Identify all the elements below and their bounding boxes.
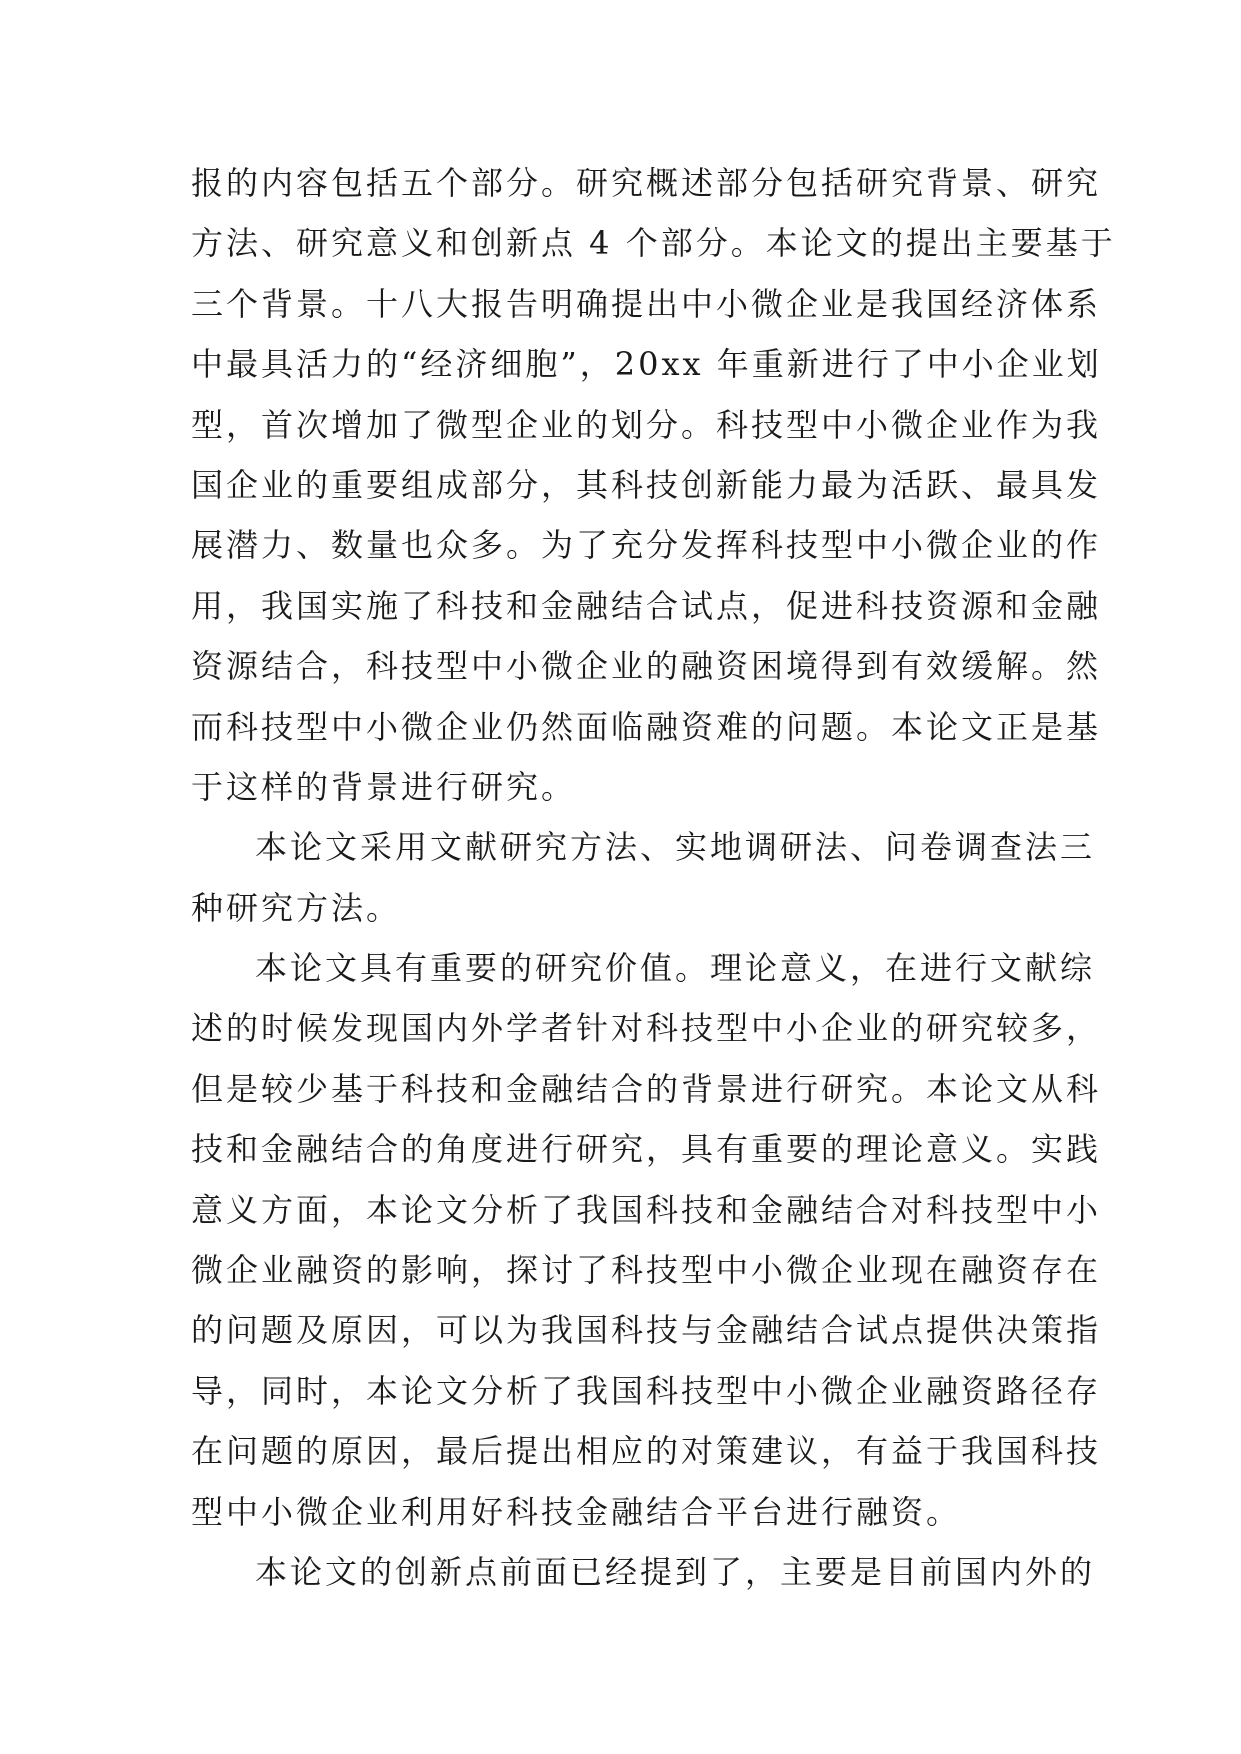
text-line: 技和金融结合的角度进行研究，具有重要的理论意义。实践 (191, 1130, 1102, 1169)
paragraph-first-line: 本论文具有重要的研究价值。理论意义，在进行文献综 (255, 949, 1096, 988)
paragraph-first-line: 本论文采用文献研究方法、实地调研法、问卷调查法三 (255, 828, 1096, 867)
paragraph-first-line: 本论文的创新点前面已经提到了，主要是目前国内外的 (255, 1552, 1096, 1591)
text-line: 国企业的重要组成部分，其科技创新能力最为活跃、最具发 (191, 465, 1102, 504)
text-line: 导，同时，本论文分析了我国科技型中小微企业融资路径存 (191, 1371, 1102, 1410)
document-body (191, 153, 1116, 1602)
text-line: 中最具活力的“经济细胞”，20xx 年重新进行了中小企业划 (191, 345, 1102, 384)
text-line: 方法、研究意义和创新点 4 个部分。本论文的提出主要基于 (191, 224, 1116, 263)
text-line: 述的时候发现国内外学者针对科技型中小企业的研究较多， (191, 1009, 1102, 1048)
text-line: 于这样的背景进行研究。 (191, 767, 577, 806)
text-line: 型，首次增加了微型企业的划分。科技型中小微企业作为我 (191, 405, 1102, 444)
text-line: 报的内容包括五个部分。研究概述部分包括研究背景、研究 (191, 164, 1102, 202)
text-line: 展潜力、数量也众多。为了充分发挥科技型中小微企业的作 (191, 526, 1102, 565)
text-line: 用，我国实施了科技和金融结合试点，促进科技资源和金融 (191, 586, 1102, 625)
text-line: 三个背景。十八大报告明确提出中小微企业是我国经济体系 (191, 284, 1102, 323)
text-line: 意义方面，本论文分析了我国科技和金融结合对科技型中小 (191, 1190, 1102, 1229)
text-line: 但是较少基于科技和金融结合的背景进行研究。本论文从科 (191, 1069, 1102, 1108)
text-line: 的问题及原因，可以为我国科技与金融结合试点提供决策指 (191, 1311, 1102, 1350)
text-line: 型中小微企业利用好科技金融结合平台进行融资。 (191, 1492, 962, 1531)
text-line: 而科技型中小微企业仍然面临融资难的问题。本论文正是基 (191, 707, 1102, 746)
text-line: 资源结合，科技型中小微企业的融资困境得到有效缓解。然 (191, 647, 1102, 686)
text-line: 在问题的原因，最后提出相应的对策建议，有益于我国科技 (191, 1432, 1102, 1471)
text-line: 微企业融资的影响，探讨了科技型中小微企业现在融资存在 (191, 1251, 1102, 1290)
text-line: 种研究方法。 (191, 888, 402, 927)
